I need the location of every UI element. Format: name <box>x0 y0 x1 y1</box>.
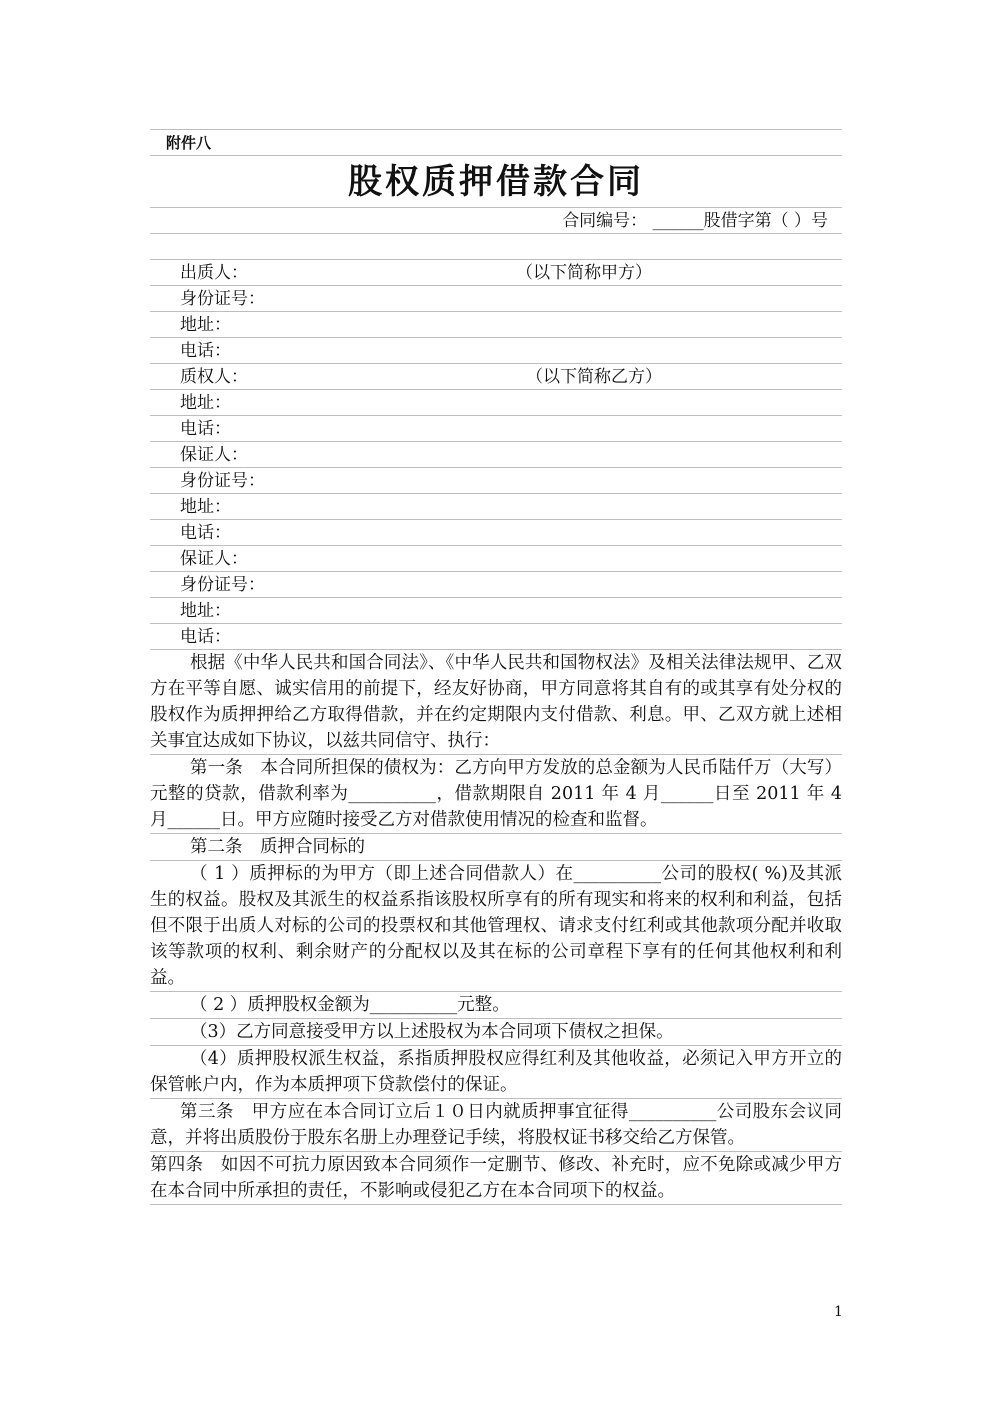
page-number: 1 <box>834 1304 843 1320</box>
guarantor2-id-row: 身份证号： <box>150 571 842 597</box>
preamble-paragraph: 根据《中华人民共和国合同法》、《中华人民共和国物权法》及相关法律法规甲、乙双方在平等自愿、诚实信用的前提下，经友好协商，甲方同意将其自有的或其享有处分权的股权作为质押押给乙方取得借款，并在约定期限内支付借款、利息。甲、乙双方就上述相关事宜达成如下协议，以兹共同信守、执行： <box>150 649 842 754</box>
guarantor1-id-row: 身份证号： <box>150 467 842 493</box>
pledgor-address-row: 地址： <box>150 311 842 337</box>
pledgee-label: 质权人： <box>180 367 248 387</box>
guarantor2-phone-row: 电话： <box>150 623 842 649</box>
guarantor2-row: 保证人： <box>150 545 842 571</box>
guarantor2-address-row: 地址： <box>150 597 842 623</box>
guarantor1-row: 保证人： <box>150 441 842 467</box>
guarantor1-phone-row: 电话： <box>150 519 842 545</box>
article-2-item-2: （ 2 ）质押股权金额为__________元整。 <box>150 991 842 1018</box>
document-title: 股权质押借款合同 <box>150 155 842 207</box>
pledgee-row <box>150 363 842 389</box>
pledgor-label: 出质人： <box>180 263 248 283</box>
attachment-label: 附件八 <box>150 129 842 155</box>
pledgee-address-row: 地址： <box>150 389 842 415</box>
pledgor-note: （以下简称甲方） <box>516 263 652 283</box>
contract-number: 合同编号： ______股借字第（ ）号 <box>150 207 842 233</box>
pledgor-row <box>150 259 842 285</box>
article-2-item-3: （3）乙方同意接受甲方以上述股权为本合同项下债权之担保。 <box>150 1018 842 1045</box>
pledgee-note: （以下简称乙方） <box>526 367 662 387</box>
pledgor-phone-row: 电话： <box>150 337 842 363</box>
pledgor-id-row: 身份证号： <box>150 285 842 311</box>
article-2-item-1: （ 1 ）质押标的为甲方（即上述合同借款人）在__________公司的股权( %)及其派生的权益。股权及其派生的权益系指该股权所享有的所有现实和将来的权利和利益，包括但不限于出质人对标的公司的投票权和其他管理权、请求支付红利或其他款项分配并收取该等款项的权利、剩余财产的分配权以及其在标的公司章程下享有的任何其他权利和利益。 <box>150 860 842 991</box>
article-1: 第一条 本合同所担保的债权为：乙方向甲方发放的总金额为人民币陆仟万（大写）元整的贷款，借款利率为__________，借款期限自 2011 年 4 月______日至 2011 年 4 月______日。甲方应随时接受乙方对借款使用情况的检查和监督。 <box>150 754 842 833</box>
pledgee-phone-row: 电话： <box>150 415 842 441</box>
article-3: 第三条 甲方应在本合同订立后１０日内就质押事宜征得__________公司股东会议同意，并将出质股份于股东名册上办理登记手续，将股权证书移交给乙方保管。 <box>150 1098 842 1151</box>
guarantor1-address-row: 地址： <box>150 493 842 519</box>
article-4: 第四条 如因不可抗力原因致本合同须作一定删节、修改、补充时，应不免除或减少甲方在本合同中所承担的责任，不影响或侵犯乙方在本合同项下的权益。 <box>150 1151 842 1205</box>
contract-document <box>150 129 842 1205</box>
blank-line <box>150 233 842 259</box>
article-2-item-4: （4）质押股权派生权益，系指质押股权应得红利及其他收益，必须记入甲方开立的保管帐户内，作为本质押项下贷款偿付的保证。 <box>150 1045 842 1098</box>
article-2-title: 第二条 质押合同标的 <box>150 833 842 860</box>
